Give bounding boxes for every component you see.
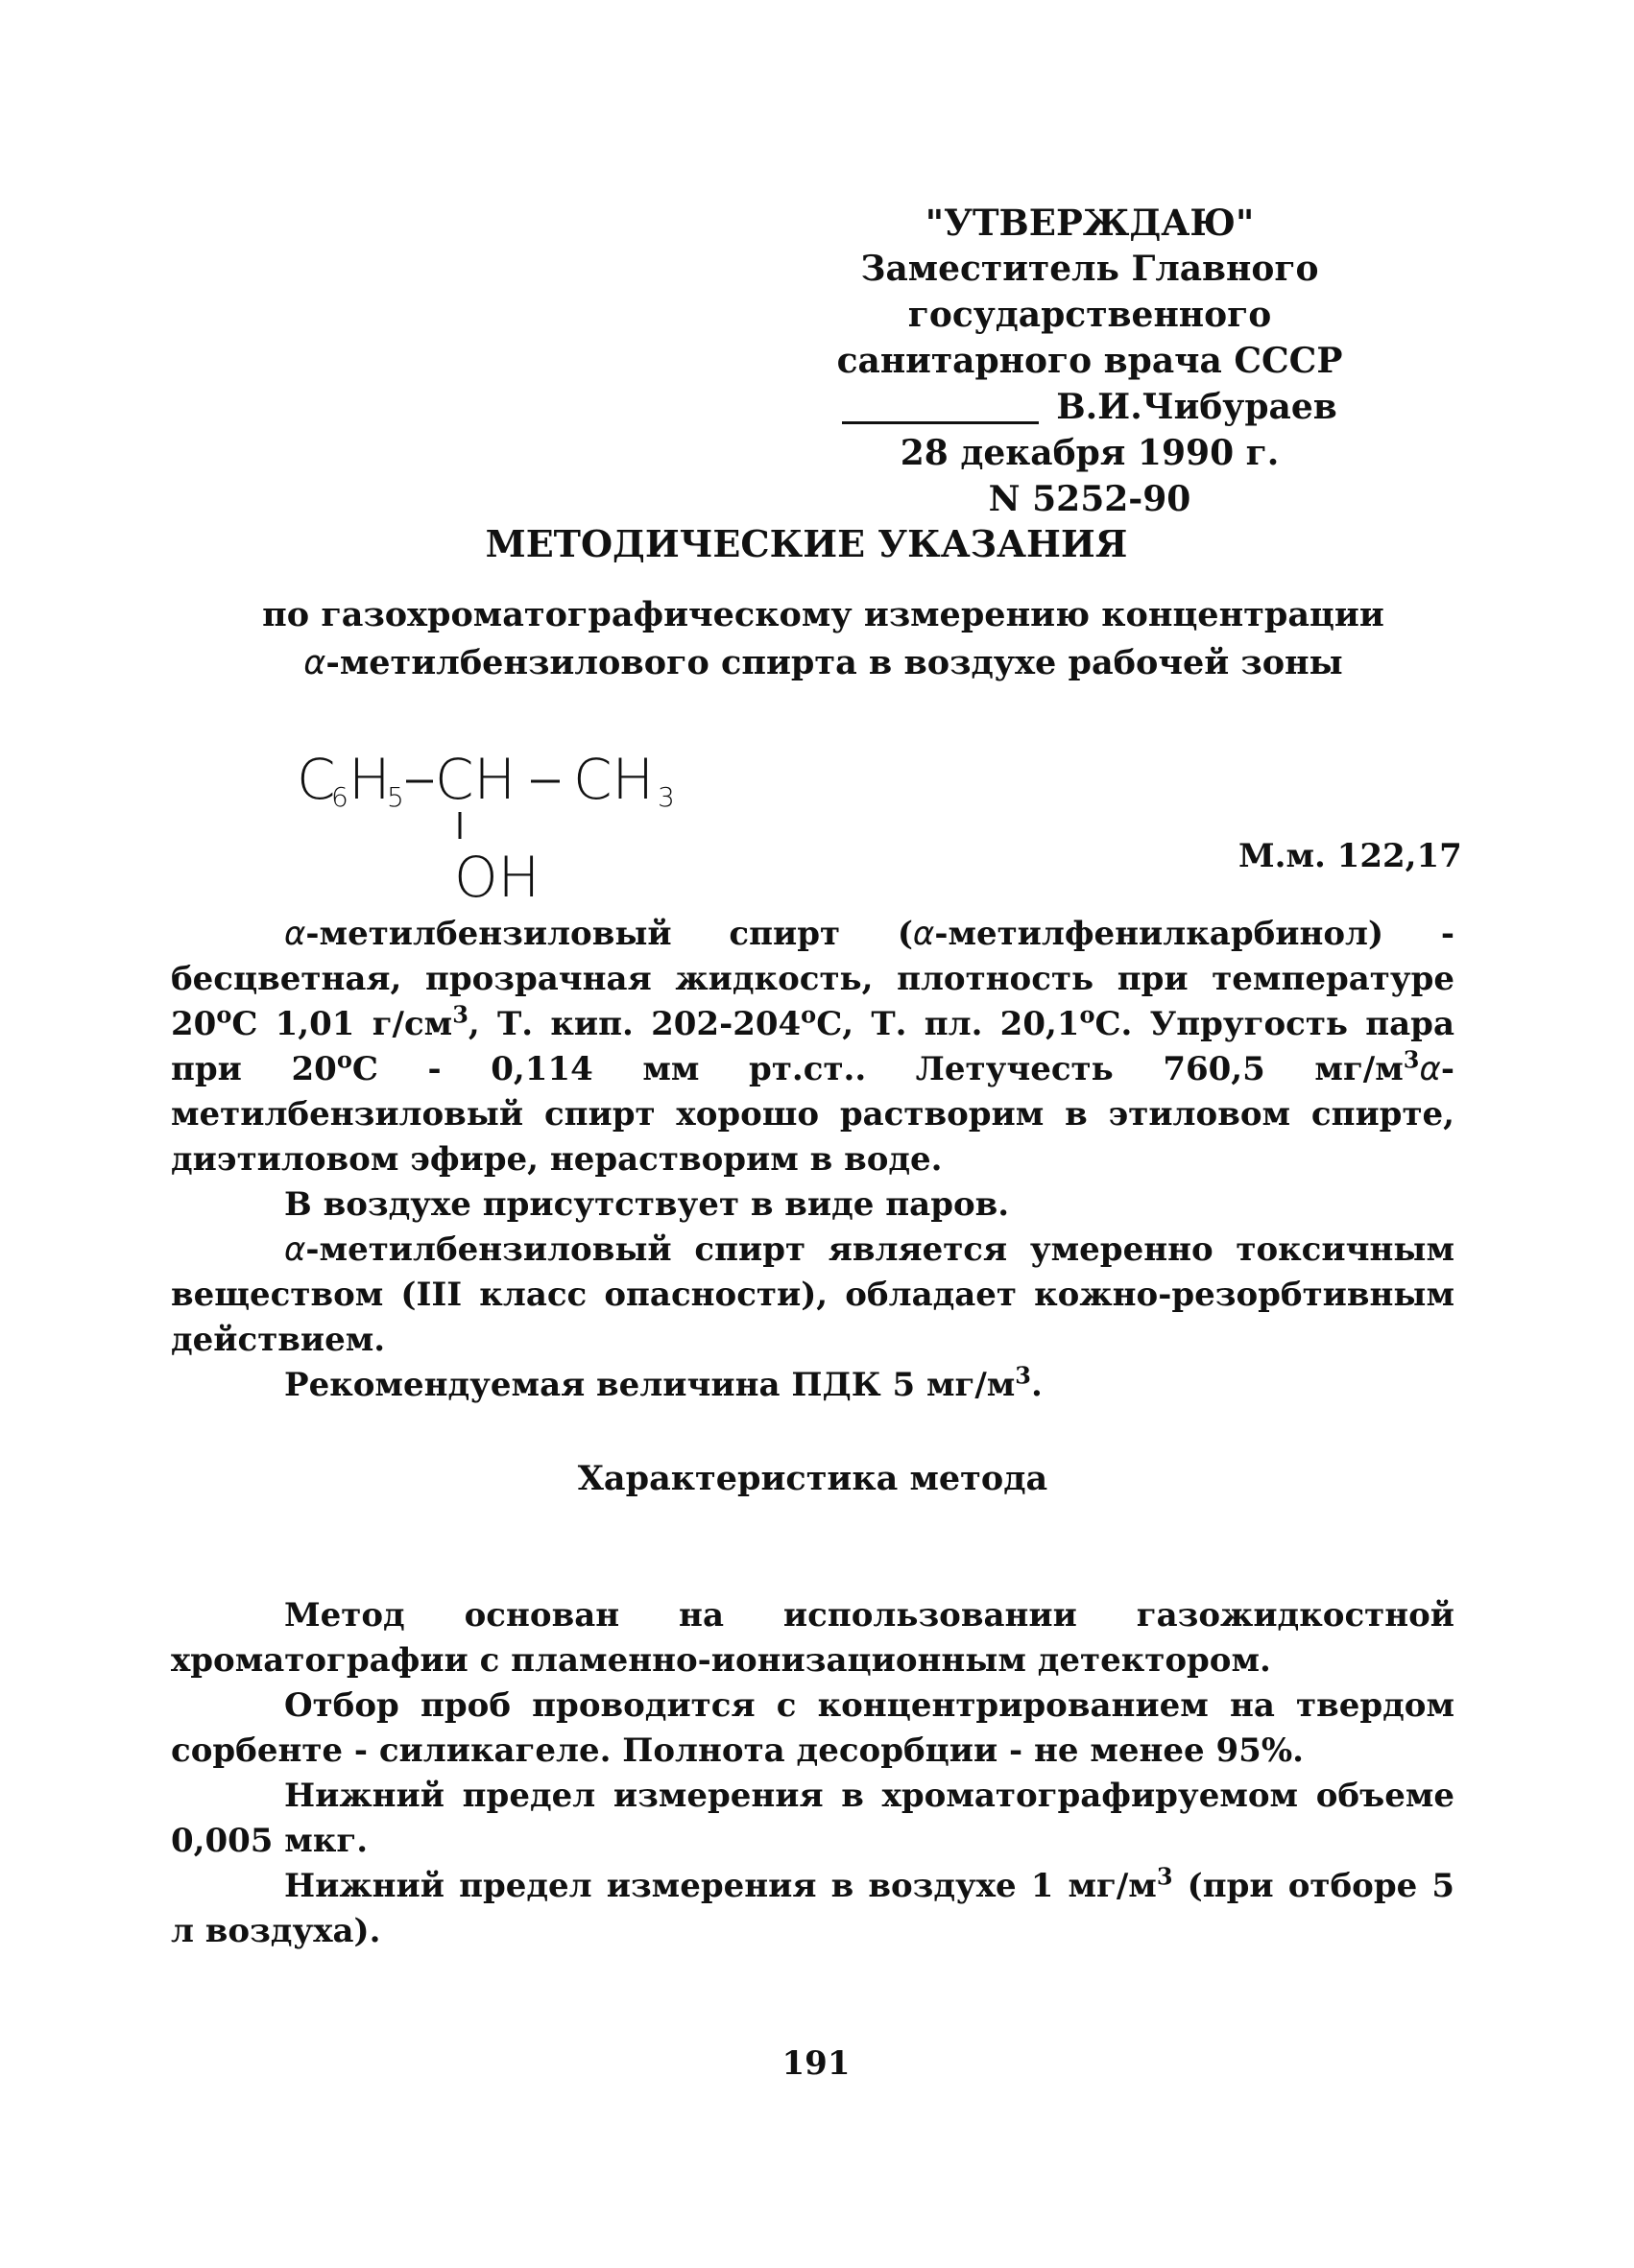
presence-paragraph: В воздухе присутствует в виде паров. [284, 1185, 1010, 1224]
text-run: -метилбензиловый спирт ( [305, 915, 913, 953]
alpha-symbol: α [284, 915, 306, 953]
formula-h: H [348, 747, 391, 812]
formula-sub-5: 5 [387, 781, 404, 813]
degree-mark: о [1079, 1000, 1095, 1029]
formula-c: C [297, 747, 336, 812]
approval-signature-line [696, 384, 1483, 430]
method-paragraph-4 [171, 1864, 1454, 1954]
method-paragraph-3: Нижний предел измерения в хроматографируемом объеме 0,005 мкг. [171, 1777, 1454, 1860]
page-number: 191 [781, 2044, 851, 2083]
title-main: МЕТОДИЧЕСКИЕ УКАЗАНИЯ [485, 522, 1128, 565]
toxicity-paragraph [171, 1228, 1454, 1363]
method-paragraph-1: Метод основан на использовании газожидкостной хроматографии с пламенно-ионизационным детектором. [171, 1596, 1454, 1680]
text-run: С - 0,114 мм рт.ст.. Летучесть 760,5 мг/м [351, 1050, 1404, 1088]
text-run: Нижний предел измерения в воздухе 1 мг/м [284, 1867, 1157, 1905]
title-sub-line2-text: -метилбензилового спирта в воздухе рабочей зоны [325, 643, 1343, 682]
approval-number: N 5252-90 [988, 479, 1191, 519]
degree-mark: о [801, 1000, 817, 1029]
title-sub-line2 [187, 639, 1459, 687]
superscript: 3 [1156, 1862, 1173, 1891]
text-run: Рекомендуемая величина ПДК 5 мг/м [284, 1366, 1016, 1404]
pdk-paragraph [171, 1363, 1454, 1408]
text-run: -метилбензиловый спирт хорошо растворим в этиловом спирте, диэтиловом эфире, нерастворим в воде. [171, 1050, 1454, 1179]
text-run: С, Т. пл. 20,1 [816, 1005, 1080, 1043]
title-sub-line1: по газохроматографическому измерению концентрации [262, 595, 1384, 634]
text-run: С 1,01 г/см [231, 1005, 453, 1043]
alpha-symbol: α [1419, 1050, 1441, 1088]
superscript: 3 [1403, 1045, 1420, 1074]
molecular-mass: М.м. 122,17 [1238, 837, 1462, 875]
text-run: С. Упругость пара при 20 [171, 1005, 1454, 1088]
approval-date: 28 декабря 1990 г. [900, 433, 1280, 473]
description-paragraph [171, 912, 1454, 1182]
formula-ch: CH [435, 747, 517, 812]
approval-position-line2: санитарного врача СССР [836, 341, 1343, 381]
superscript: 3 [452, 1000, 469, 1029]
approval-position-line1: Заместитель Главного государственного [860, 249, 1319, 335]
approval-heading: "УТВЕРЖДАЮ" [925, 202, 1255, 244]
text-run: , Т. кип. 202-204 [468, 1005, 802, 1043]
document-body [171, 912, 1454, 1954]
text-run: . [1030, 1366, 1043, 1404]
text-run: -метилбензиловый спирт является умеренно токсичным веществом (III класс опасности), обладает кожно-резорбтивным действием. [171, 1230, 1454, 1359]
alpha-symbol: α [912, 915, 935, 953]
alpha-symbol: α [284, 1230, 306, 1269]
text-run: (при отборе 5 л воздуха). [171, 1867, 1454, 1950]
section-title: Характеристика метода [577, 1459, 1048, 1498]
formula-sub-3: 3 [658, 781, 675, 813]
document-title [154, 520, 1459, 687]
method-paragraph-2: Отбор проб проводится с концентрированием на твердом сорбенте - силикагеле. Полнота десорбции - не менее 95%. [171, 1686, 1454, 1770]
signature-blank [842, 421, 1039, 424]
degree-mark: о [336, 1045, 352, 1074]
text-run: -метилфенилкарбинол) - бесцветная, прозрачная жидкость, плотность при температуре 20 [171, 915, 1454, 1043]
formula-ch3: CH [573, 747, 655, 812]
approval-block [696, 200, 1483, 522]
chemical-formula [293, 739, 706, 907]
formula-oh: OH [454, 845, 541, 907]
approval-signer: В.И.Чибураев [1056, 387, 1337, 427]
degree-mark: о [216, 1000, 232, 1029]
formula-sub-6: 6 [331, 781, 348, 813]
superscript: 3 [1015, 1361, 1031, 1390]
alpha-symbol: α [303, 644, 326, 682]
